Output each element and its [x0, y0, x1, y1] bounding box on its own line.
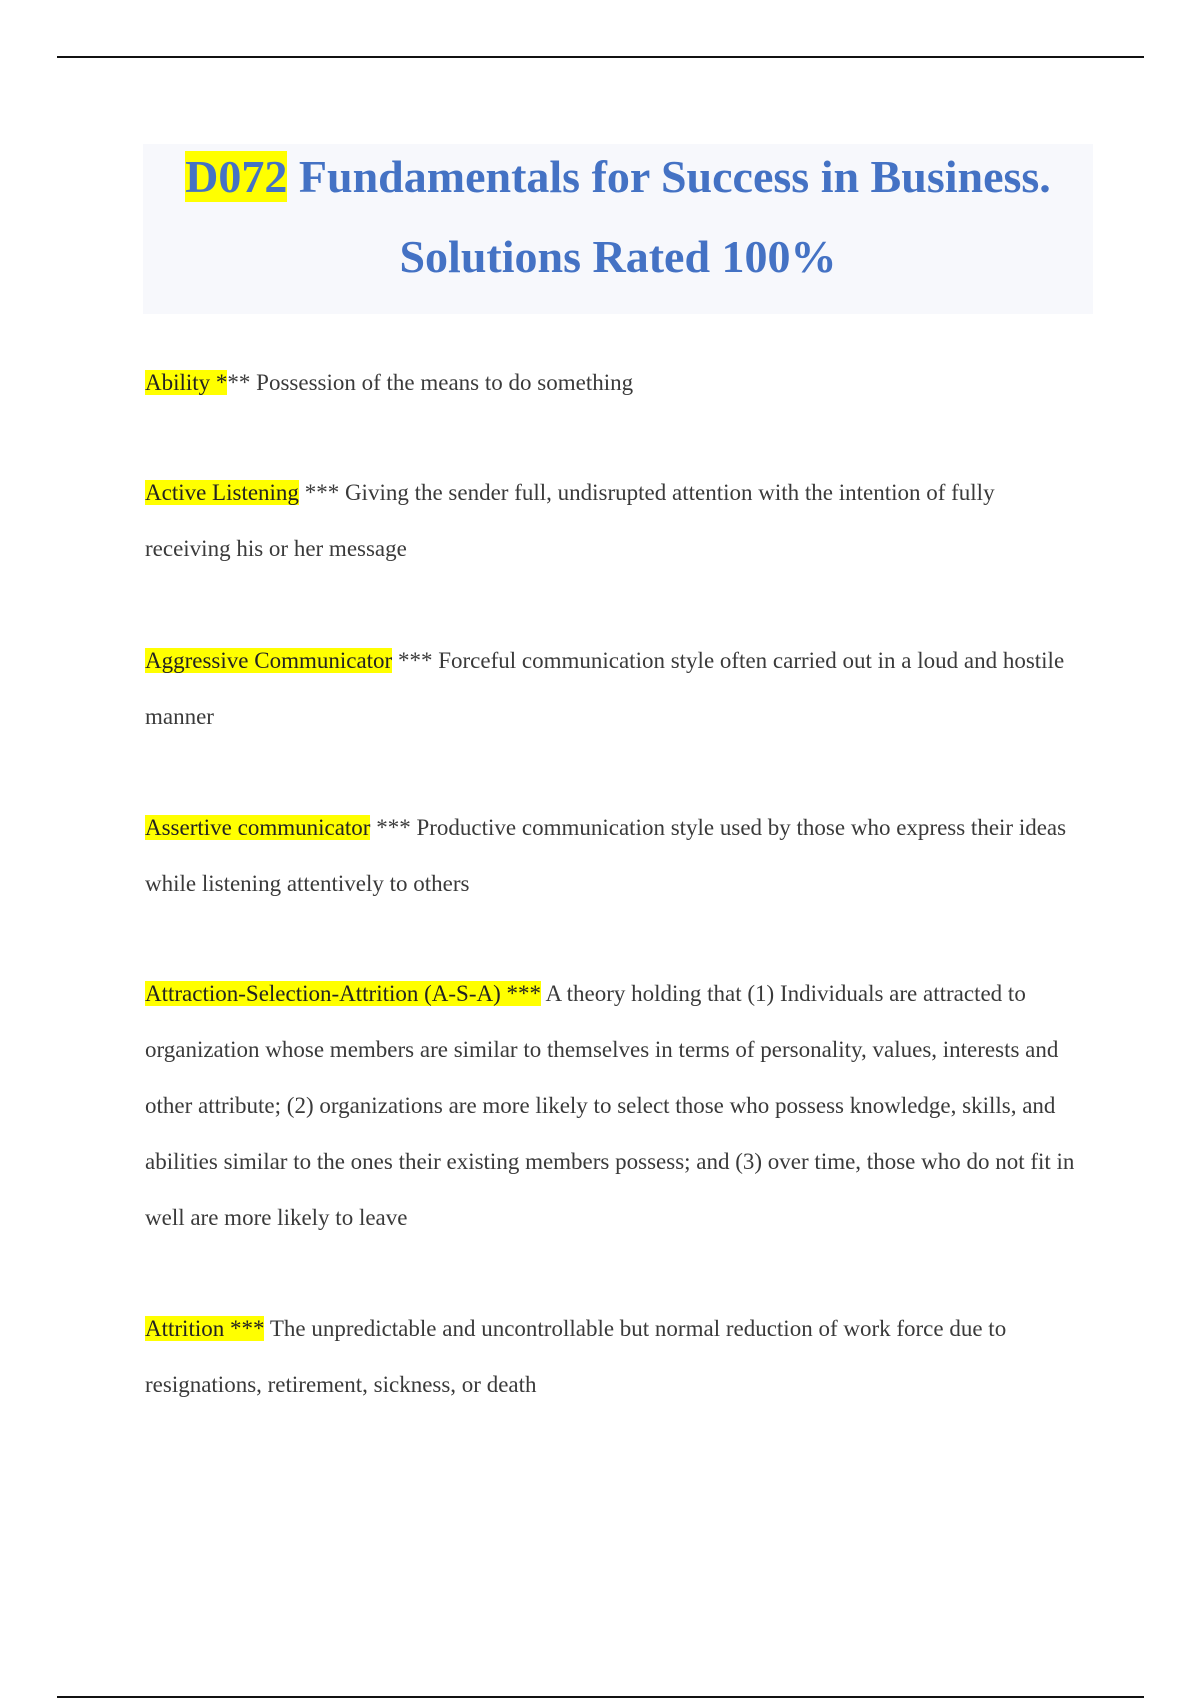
- glossary-entry-ability: [145, 355, 1085, 411]
- glossary-definition: A theory holding that (1) Individuals are attracted to organization whose members are similar to themselves in terms of personality, values, interests and other attribute; (2) organizations are more likely to select those who possess knowledge, skills, and abilities similar to the ones their existing members possess; and (3) over time, those who do not fit in well are more likely to leave: [145, 981, 1075, 1230]
- bottom-rule: [57, 1696, 1144, 1698]
- glossary-entry-active-listening: [145, 465, 1085, 577]
- title-code-highlight: D072: [185, 151, 288, 202]
- page-title: [143, 150, 1093, 203]
- title-text: Fundamentals for Success in Business.: [287, 151, 1051, 202]
- glossary-term: Aggressive Communicator: [145, 648, 393, 673]
- glossary-definition: *** Productive communication style used by those who express their ideas while listening attentively to others: [145, 815, 1067, 896]
- glossary-term: Ability *: [145, 370, 228, 395]
- glossary-definition: *** Giving the sender full, undisrupted attention with the intention of fully receiving his or her message: [145, 480, 995, 561]
- glossary-term: Assertive communicator: [145, 815, 371, 840]
- glossary-definition: ** Possession of the means to do something: [227, 370, 634, 395]
- glossary-definition: *** Forceful communication style often carried out in a loud and hostile manner: [145, 648, 1065, 729]
- page-subtitle: Solutions Rated 100%: [399, 231, 837, 282]
- top-rule: [57, 56, 1144, 58]
- glossary-entry-attrition: [145, 1301, 1085, 1413]
- glossary-term: Active Listening: [145, 480, 299, 505]
- glossary-definition: The unpredictable and uncontrollable but normal reduction of work force due to resignations, retirement, sickness, or death: [145, 1316, 1007, 1397]
- glossary-entry-assertive-communicator: [145, 800, 1085, 912]
- glossary-entry-attraction-selection-attrition: [145, 966, 1085, 1246]
- title-block: [143, 144, 1093, 314]
- glossary-term: Attrition ***: [145, 1316, 265, 1341]
- glossary-entry-aggressive-communicator: [145, 633, 1085, 745]
- glossary-term: Attraction-Selection-Attrition (A-S-A) ***: [145, 981, 542, 1006]
